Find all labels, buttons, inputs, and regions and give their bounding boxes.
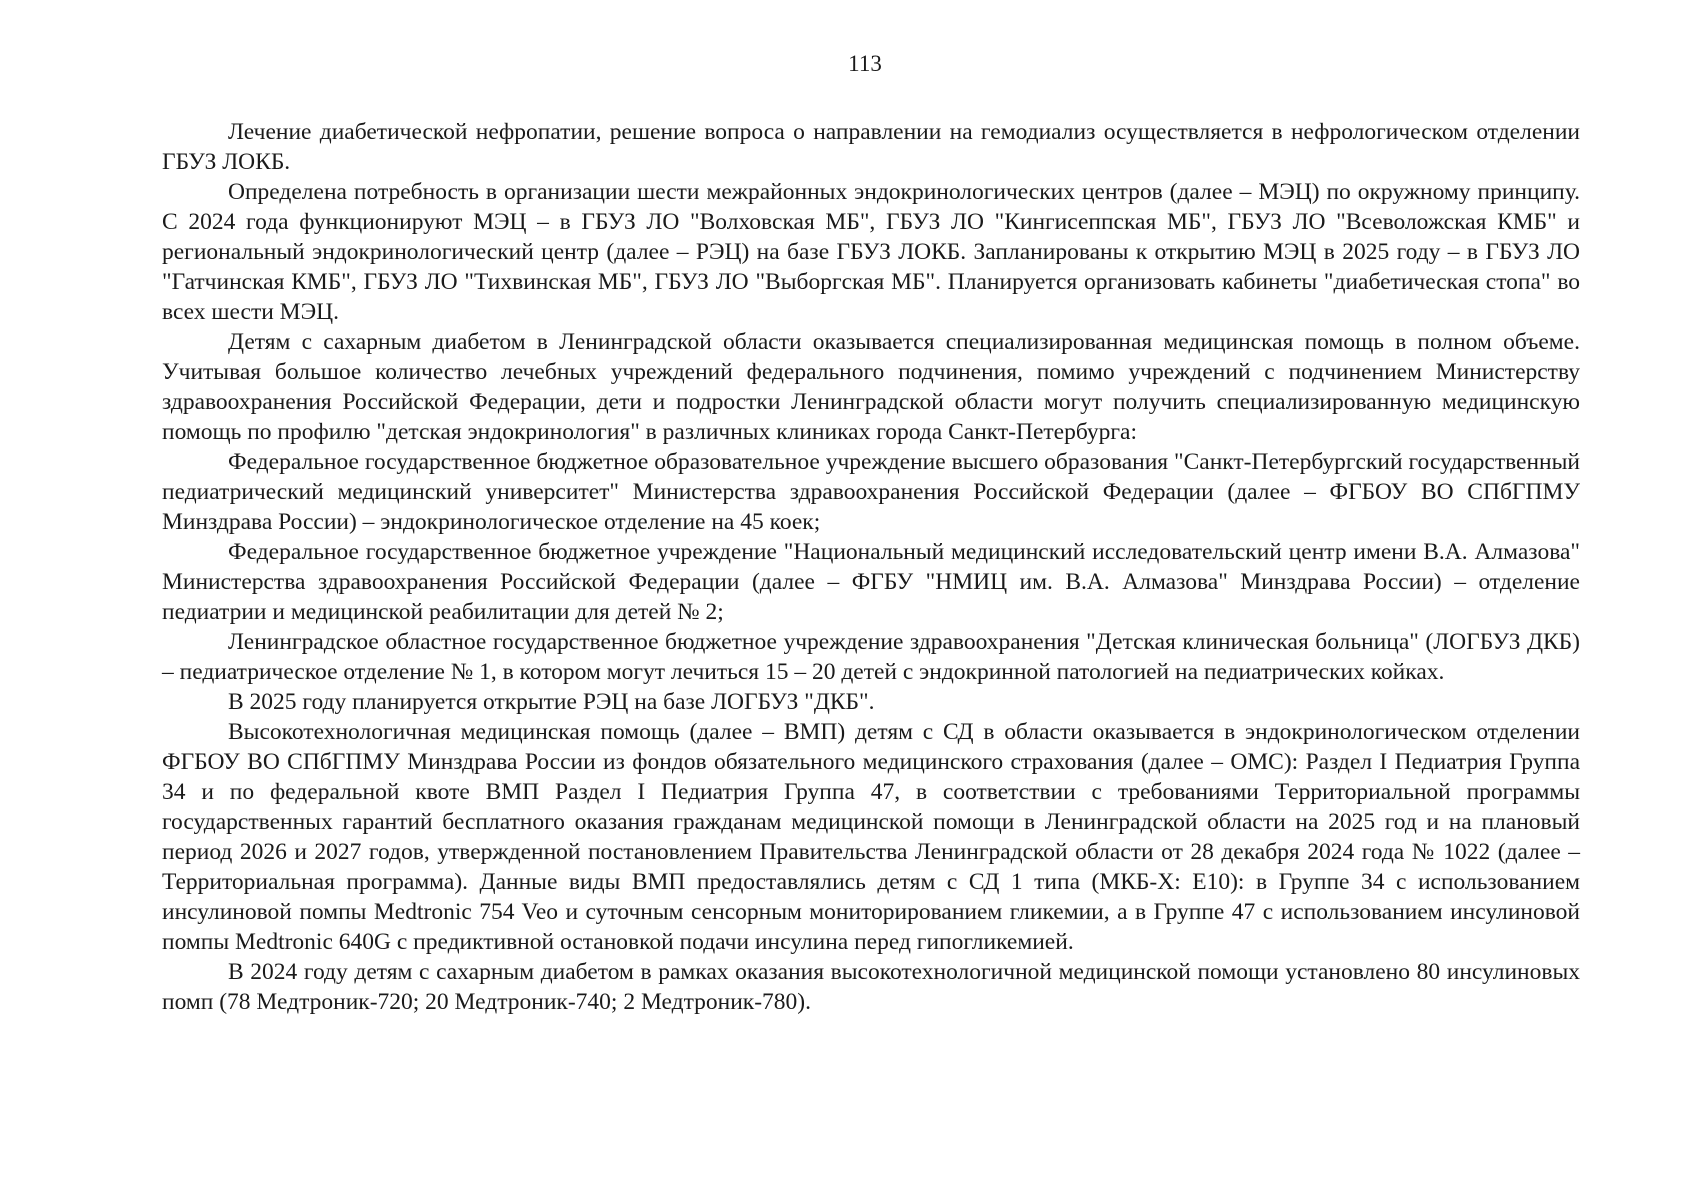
paragraph-insulin-pumps: В 2024 году детям с сахарным диабетом в рамках оказания высокотехнологичной медицинской помощи установлено 80 инсулиновых помп (78 Медтроник-720; 20 Медтроник-740; 2 Медтроник-780). xyxy=(162,959,1580,1015)
document-body xyxy=(162,117,1580,1017)
paragraph-spbgpmu: Федеральное государственное бюджетное образовательное учреждение высшего образования "Санкт-Петербургский государственный педиатрический медицинский университет" Министерства здравоохранения Российской Федерации (далее – ФГБОУ ВО СПбГПМУ Минздрава России) – эндокринологическое отделение на 45 коек; xyxy=(162,449,1580,535)
paragraph-high-tech-care: Высокотехнологичная медицинская помощь (далее – ВМП) детям с СД в области оказывается в эндокринологическом отделении ФГБОУ ВО СПбГПМУ Минздрава России из фондов обязательного медицинского страхования (далее – ОМС): Раздел I Педиатрия Группа 34 и по федеральной квоте ВМП Раздел I Педиатрия Группа 47, в соответствии с требованиями Территориальной программы государственных гарантий бесплатного оказания гражданам медицинской помощи в Ленинградской области на 2025 год и на плановый период 2026 и 2027 годов, утвержденной постановлением Правительства Ленинградской области от 28 декабря 2024 года № 1022 (далее – Территориальная программа). Данные виды ВМП предоставлялись детям с СД 1 типа (МКБ-Х: Е10): в Группе 34 с использованием инсулиновой помпы Medtronic 754 Veo и суточным сенсорным мониторированием гликемии, а в Группе 47 с использованием инсулиновой помпы Medtronic 640G с предиктивной остановкой подачи инсулина перед гипогликемией. xyxy=(162,719,1580,955)
paragraph-endocrine-centers: Определена потребность в организации шести межрайонных эндокринологических центров (далее – МЭЦ) по окружному принципу. С 2024 года функционируют МЭЦ – в ГБУЗ ЛО "Волховская МБ", ГБУЗ ЛО "Кингисеппская МБ", ГБУЗ ЛО "Всеволожская КМБ" и региональный эндокринологический центр (далее – РЭЦ) на базе ГБУЗ ЛОКБ. Запланированы к открытию МЭЦ в 2025 году – в ГБУЗ ЛО "Гатчинская КМБ", ГБУЗ ЛО "Тихвинская МБ", ГБУЗ ЛО "Выборгская МБ". Планируется организовать кабинеты "диабетическая стопа" во всех шести МЭЦ. xyxy=(162,179,1580,325)
paragraph-nephropathy: Лечение диабетической нефропатии, решение вопроса о направлении на гемодиализ осуществляется в нефрологическом отделении ГБУЗ ЛОКБ. xyxy=(162,119,1580,175)
page-number: 113 xyxy=(848,51,882,76)
paragraph-rec-opening: В 2025 году планируется открытие РЭЦ на базе ЛОГБУЗ "ДКБ". xyxy=(228,689,875,715)
paragraph-children-care: Детям с сахарным диабетом в Ленинградской области оказывается специализированная медицинская помощь в полном объеме. Учитывая большое количество лечебных учреждений федерального подчинения, помимо учреждений с подчинением Министерству здравоохранения Российской Федерации, дети и подростки Ленинградской области могут получить специализированную медицинскую помощь по профилю "детская эндокринология" в различных клиниках города Санкт-Петербурга: xyxy=(162,329,1580,445)
paragraph-logbuz-dkb: Ленинградское областное государственное бюджетное учреждение здравоохранения "Детская клиническая больница" (ЛОГБУЗ ДКБ) – педиатрическое отделение № 1, в котором могут лечиться 15 – 20 детей с эндокринной патологией на педиатрических койках. xyxy=(162,629,1580,685)
paragraph-almazov: Федеральное государственное бюджетное учреждение "Национальный медицинский исследовательский центр имени В.А. Алмазова" Министерства здравоохранения Российской Федерации (далее – ФГБУ "НМИЦ им. В.А. Алмазова" Минздрава России) – отделение педиатрии и медицинской реабилитации для детей № 2; xyxy=(162,539,1580,625)
